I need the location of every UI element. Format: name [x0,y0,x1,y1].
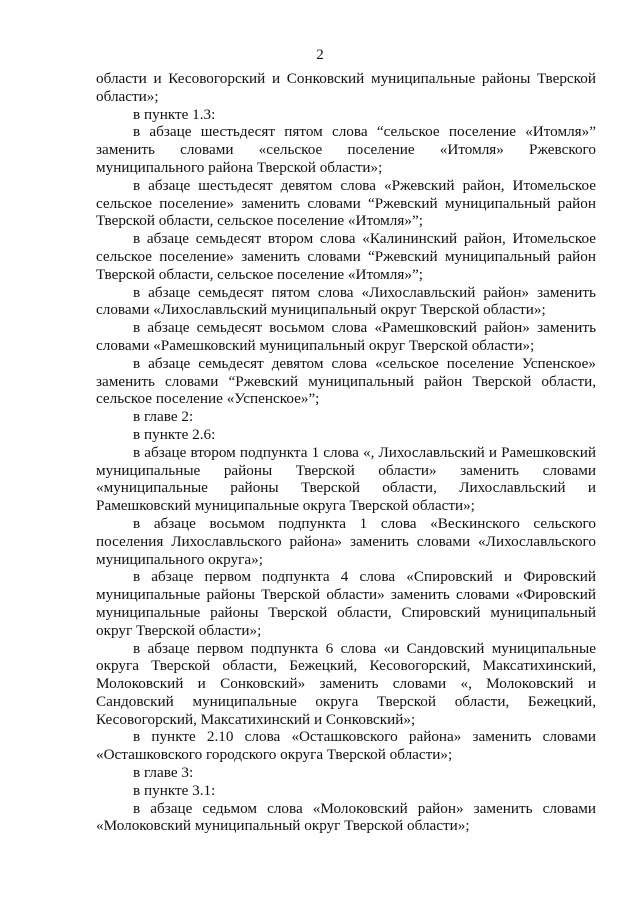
paragraph-chapter-2: в главе 2: [133,408,194,426]
paragraph-point-2-10: в пункте 2.10 слова «Осташковского района» заменить словами «Осташковского городского округа Тверской области»; [96,728,596,764]
paragraph-point-3-1: в пункте 3.1: [133,781,216,799]
paragraph-2-6-sub1-eighth: в абзаце восьмом подпункта 1 слова «Вескинского сельского поселения Лихославльского района» заменить словами «Лихославльского муниципального округа»; [96,514,596,568]
paragraph-79: в абзаце семьдесят девятом слова «сельское поселение Успенское» заменить словами “Ржевский муниципальный район Тверской области, сельское поселение «Успенское»”; [96,354,596,408]
paragraph-3-1-seventh: в абзаце седьмом слова «Молоковский район» заменить словами «Молоковский муниципальный округ Тверской области»; [96,799,596,835]
paragraph-continuation: области и Кесовогорский и Сонковский муниципальные районы Тверской области»; [96,70,596,105]
document-body [96,70,596,835]
paragraph-2-6-sub4-first: в абзаце первом подпункта 4 слова «Спировский и Фировский муниципальные районы Тверской области» заменить словами «Фировский муниципальные районы Тверской области, Спировский муниципальный округ Тверской области»; [96,568,596,639]
paragraph-point-2-6: в пункте 2.6: [133,425,216,443]
paragraph-78: в абзаце семьдесят восьмом слова «Рамешковский район» заменить словами «Рамешковский муниципальный округ Тверской области»; [96,319,596,354]
paragraph-65: в абзаце шестьдесят пятом слова “сельское поселение «Итомля»” заменить словами «сельское поселение «Итомля» Ржевского муниципального района Тверской области»; [96,123,596,176]
paragraph-69: в абзаце шестьдесят девятом слова «Ржевский район, Итомельское сельское поселение» заменить словами “Ржевский муниципальный район Тверской области, сельское поселение «Итомля»”; [96,176,596,230]
paragraph-2-6-sub1-second: в абзаце втором подпункта 1 слова «, Лихославльский и Рамешковский муниципальные районы Тверской области» заменить словами «муниципальные районы Тверской области, Лихославльский и Рамешковский муниципальные округа Тверской области»; [96,443,596,515]
paragraph-chapter-3: в главе 3: [133,764,194,782]
paragraph-72: в абзаце семьдесят втором слова «Калининский район, Итомельское сельское поселение» заменить словами “Ржевский муниципальный район Тверской области, сельское поселение «Итомля»”; [96,230,596,283]
paragraph-75: в абзаце семьдесят пятом слова «Лихославльский район» заменить словами «Лихославльский муниципальный округ Тверской области»; [96,283,596,319]
paragraph-point-1-3: в пункте 1.3: [133,105,216,123]
page-number: 2 [316,47,324,63]
paragraph-2-6-sub6-first: в абзаце первом подпункта 6 слова «и Сандовский муниципальные округа Тверской области, Бежецкий, Кесовогорский, Максатихинский, Молоковский и Сонковский» заменить словами «, Молоковский и Сандовский муниципальные округа Тверской области, Бежецкий, Кесовогорский, Максатихинский и Сонковский»; [96,639,596,728]
